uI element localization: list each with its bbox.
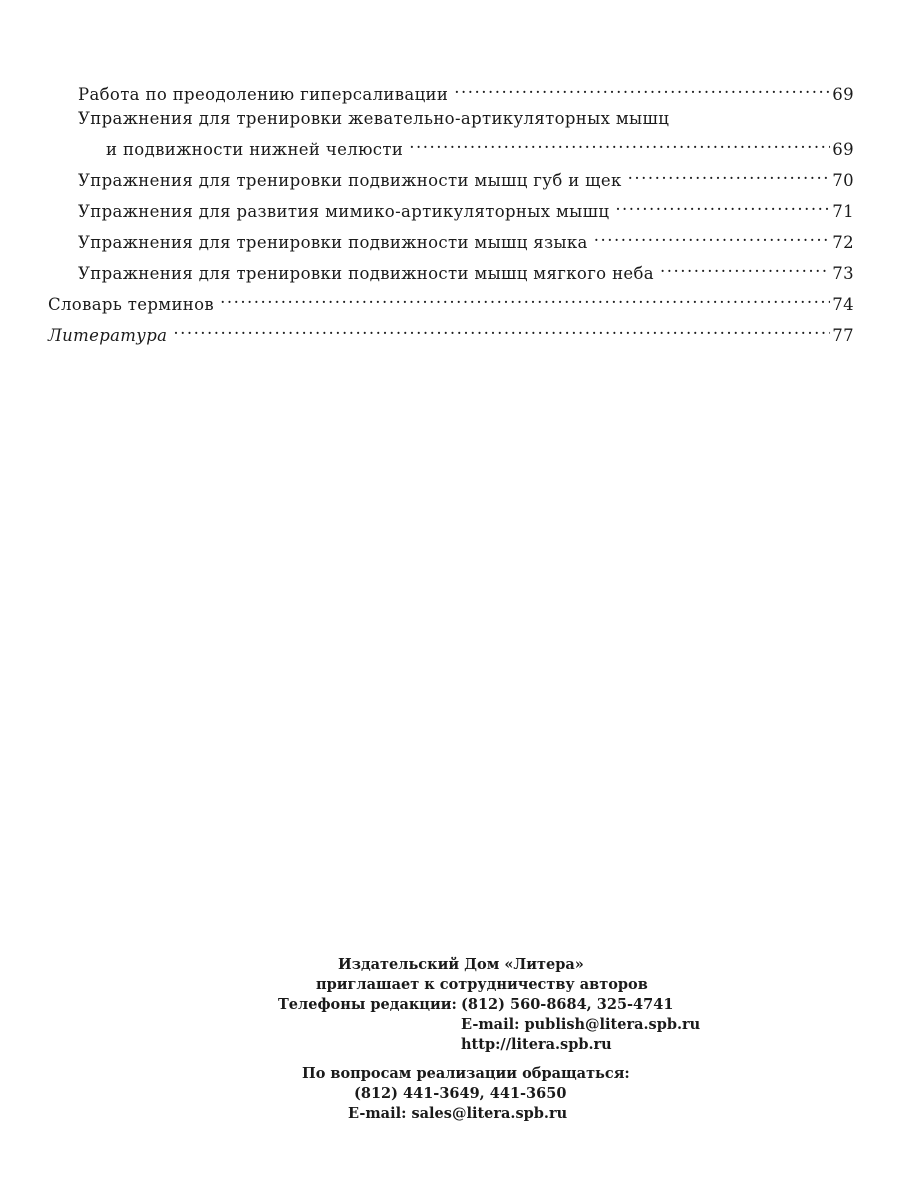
toc-entry-title: Словарь терминов	[48, 295, 215, 314]
toc-entry-title: Упражнения для тренировки подвижности мышц языка	[78, 233, 588, 252]
toc-page-number: 73	[832, 264, 854, 283]
editorial-email[interactable]: E-mail: publish@litera.spb.ru	[461, 1016, 701, 1033]
toc-leader-dots	[660, 255, 830, 279]
toc-leader-dots	[454, 76, 830, 100]
toc-entry-title: Упражнения для тренировки подвижности мышц губ и щек	[78, 171, 622, 190]
sales-phones: (812) 441-3649, 441-3650	[354, 1085, 567, 1102]
toc-entry[interactable]	[48, 317, 854, 348]
toc-page-number: 70	[832, 171, 854, 190]
toc-leader-dots	[594, 224, 831, 248]
toc-page-number: 72	[832, 233, 854, 252]
publisher-name: Издательский Дом «Литера»	[338, 956, 584, 973]
toc-entry[interactable]	[48, 76, 854, 107]
toc-entry[interactable]	[48, 162, 854, 193]
table-of-contents	[48, 76, 854, 348]
sales-email[interactable]: E-mail: sales@litera.spb.ru	[348, 1105, 568, 1122]
author-invitation: приглашает к сотрудничеству авторов	[316, 976, 648, 993]
toc-page-number: 69	[832, 140, 854, 159]
toc-entry[interactable]	[48, 286, 854, 317]
toc-page-number: 69	[832, 85, 854, 104]
toc-entry-title: Упражнения для развития мимико-артикуляторных мышц	[78, 202, 610, 221]
phones-value: (812) 560-8684, 325-4741	[461, 996, 674, 1013]
toc-leader-dots	[173, 317, 830, 341]
toc-leader-dots	[409, 131, 830, 155]
toc-page-number: 77	[832, 326, 854, 345]
phones-label: Телефоны редакции:	[278, 996, 457, 1013]
toc-entry-title-line1[interactable]: Упражнения для тренировки жевательно-артикуляторных мышц	[78, 109, 670, 128]
toc-page-number: 74	[832, 295, 854, 314]
toc-leader-dots	[220, 286, 830, 310]
toc-entry-title: Литература	[48, 326, 168, 345]
toc-entry-title-line2: и подвижности нижней челюсти	[106, 140, 404, 159]
toc-entry-title: Работа по преодолению гиперсаливации	[78, 85, 449, 104]
sales-heading: По вопросам реализации обращаться:	[302, 1065, 630, 1082]
website-link[interactable]: http://litera.spb.ru	[461, 1036, 612, 1053]
toc-entry[interactable]	[48, 193, 854, 224]
toc-entry[interactable]	[48, 224, 854, 255]
toc-page-number: 71	[832, 202, 854, 221]
toc-entry[interactable]	[48, 255, 854, 286]
toc-entry[interactable]	[48, 131, 854, 162]
toc-leader-dots	[628, 162, 831, 186]
toc-leader-dots	[615, 193, 830, 217]
toc-entry-title: Упражнения для тренировки подвижности мышц мягкого неба	[78, 264, 654, 283]
